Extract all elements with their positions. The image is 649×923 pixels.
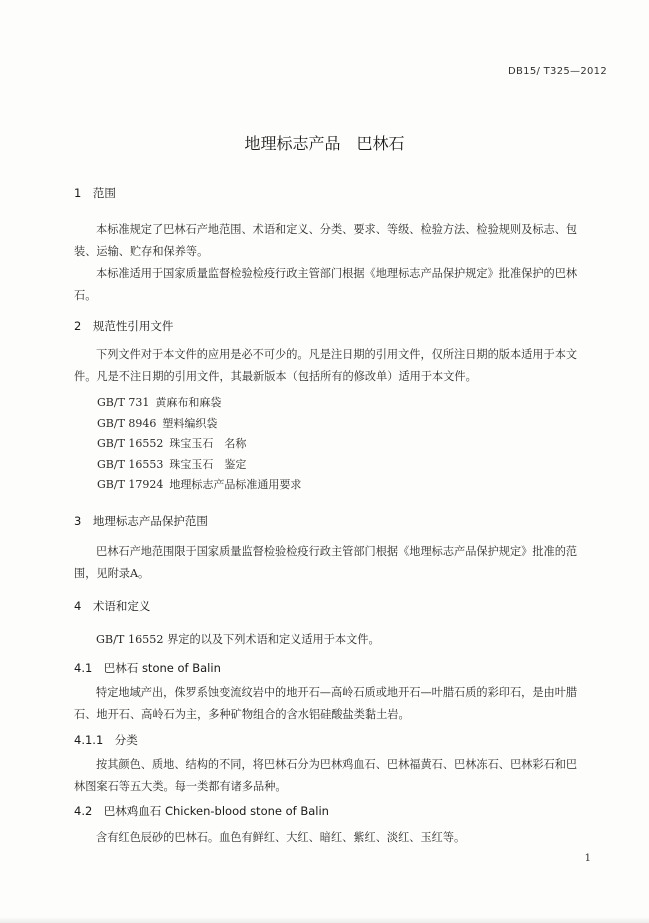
reference-item bbox=[97, 476, 301, 492]
page-edge-shadow bbox=[0, 917, 649, 923]
page-number: 1 bbox=[584, 853, 591, 864]
reference-code: GB/T 16553 bbox=[97, 458, 164, 471]
reference-code: GB/T 8946 bbox=[97, 417, 157, 430]
page-title: 地理标志产品 巴林石 bbox=[244, 134, 405, 153]
reference-name: 地理标志产品标准通用要求 bbox=[169, 478, 302, 491]
reference-name: 黄麻布和麻袋 bbox=[155, 396, 222, 409]
reference-code: GB/T 17924 bbox=[97, 478, 164, 491]
reference-name: 珠宝玉石 鉴定 bbox=[169, 458, 247, 471]
section-4-2-heading: 4.2 巴林鸡血石 Chicken-blood stone of Balin bbox=[74, 804, 329, 818]
reference-item bbox=[97, 415, 217, 431]
reference-name: 珠宝玉石 名称 bbox=[169, 437, 247, 450]
section-3-paragraph-1: 巴林石产地范围限于国家质量监督检验检疫行政主管部门根据《地理标志产品保护规定》批准的范围，见附录A。 bbox=[74, 545, 578, 580]
section-1-paragraph-1: 本标准规定了巴林石产地范围、术语和定义、分类、要求、等级、检验方法、检验规则及标志、包装、运输、贮存和保养等。 bbox=[74, 223, 578, 258]
section-4-1-1-heading: 4.1.1 分类 bbox=[74, 733, 138, 747]
section-2-heading: 2 规范性引用文件 bbox=[74, 319, 174, 333]
section-4-1-1-paragraph-1: 按其颜色、质地、结构的不同，将巴林石分为巴林鸡血石、巴林福黄石、巴林冻石、巴林彩石和巴林图案石等五大类。每一类都有诸多品种。 bbox=[74, 758, 578, 793]
section-1-heading: 1 范围 bbox=[74, 186, 116, 200]
document-code: DB15/ T325—2012 bbox=[508, 66, 607, 77]
section-3-heading: 3 地理标志产品保护范围 bbox=[74, 514, 208, 528]
reference-code: GB/T 16552 bbox=[97, 437, 164, 450]
section-4-1-heading: 4.1 巴林石 stone of Balin bbox=[74, 661, 221, 675]
section-4-1-paragraph-1: 特定地域产出，侏罗系蚀变流纹岩中的地开石—高岭石质或地开石—叶腊石质的彩印石，是由叶腊石、地开石、高岭石为主，多种矿物组合的含水铝硅酸盐类黏土岩。 bbox=[74, 686, 578, 721]
section-4-paragraph-1: GB/T 16552 界定的以及下列术语和定义适用于本文件。 bbox=[96, 633, 380, 646]
reference-item bbox=[97, 456, 246, 472]
reference-code: GB/T 731 bbox=[97, 396, 150, 409]
section-2-paragraph-1: 下列文件对于本文件的应用是必不可少的。凡是注日期的引用文件，仅所注日期的版本适用于本文件。凡是不注日期的引用文件，其最新版本（包括所有的修改单）适用于本文件。 bbox=[74, 348, 578, 383]
section-4-heading: 4 术语和定义 bbox=[74, 599, 151, 613]
reference-item bbox=[97, 394, 221, 410]
reference-name: 塑料编织袋 bbox=[162, 417, 218, 430]
section-1-paragraph-2: 本标准适用于国家质量监督检验检疫行政主管部门根据《地理标志产品保护规定》批准保护的巴林石。 bbox=[74, 267, 578, 302]
reference-item bbox=[97, 435, 246, 451]
section-4-2-paragraph-1: 含有红色辰砂的巴林石。血色有鲜红、大红、暗红、紫红、淡红、玉红等。 bbox=[96, 831, 466, 844]
